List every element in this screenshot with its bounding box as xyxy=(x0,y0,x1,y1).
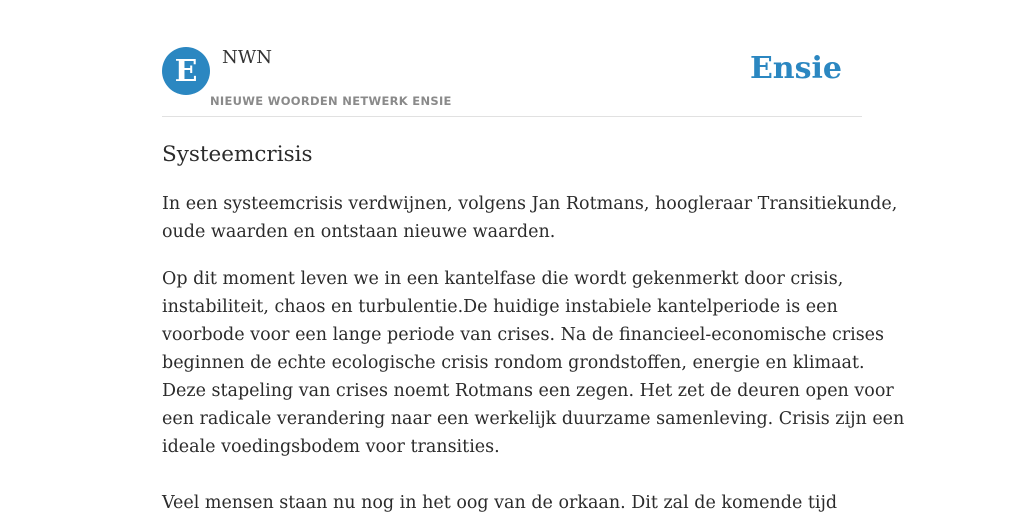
paragraph-line: beginnen de echte ecologische crisis rondom grondstoffen, energie en klimaat. xyxy=(162,353,865,373)
site-header xyxy=(162,0,862,117)
site-abbreviation[interactable]: NWN xyxy=(222,47,273,68)
article-paragraph-1 xyxy=(162,190,898,246)
article-paragraph-2 xyxy=(162,265,905,461)
logo-letter: E xyxy=(174,53,198,89)
paragraph-line: Deze stapeling van crises noemt Rotmans een zegen. Het zet de deuren open voor xyxy=(162,381,894,401)
paragraph-line: voorbode voor een lange periode van crises. Na de financieel-economische crises xyxy=(162,325,885,345)
paragraph-line: Veel mensen staan nu nog in het oog van de orkaan. Dit zal de komende tijd xyxy=(162,493,838,512)
paragraph-line: In een systeemcrisis verdwijnen, volgens Jan Rotmans, hoogleraar Transitiekunde, xyxy=(162,194,898,214)
article-title: Systeemcrisis xyxy=(162,142,313,167)
paragraph-line: oude waarden en ontstaan nieuwe waarden. xyxy=(162,222,556,242)
paragraph-line: ideale voedingsbodem voor transities. xyxy=(162,437,500,457)
paragraph-line: een radicale verandering naar een werkelijk duurzame samenleving. Crisis zijn een xyxy=(162,409,905,429)
article-paragraph-3 xyxy=(162,489,862,512)
paragraph-line: Op dit moment leven we in een kantelfase die wordt gekenmerkt door crisis, xyxy=(162,269,844,289)
article xyxy=(162,140,905,512)
ensie-brand-link[interactable]: Ensie xyxy=(749,51,842,86)
paragraph-line: instabiliteit, chaos en turbulentie.De huidige instabiele kantelperiode is een xyxy=(162,297,838,317)
site-logo[interactable] xyxy=(162,47,210,95)
site-name: NIEUWE WOORDEN NETWERK ENSIE xyxy=(210,94,452,108)
